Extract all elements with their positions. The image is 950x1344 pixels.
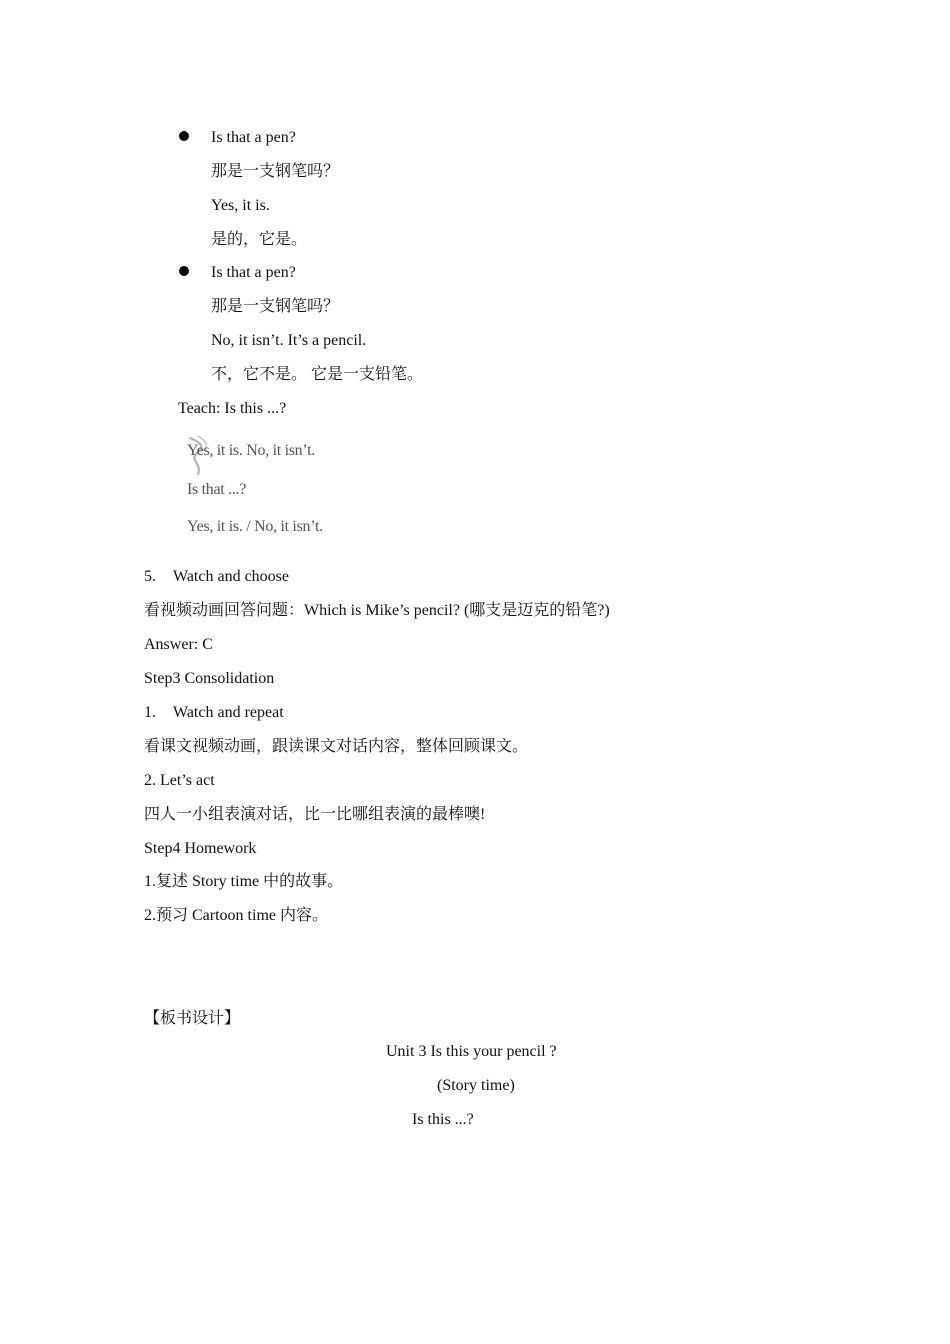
step3-title: Step3 Consolidation: [144, 670, 275, 687]
board-image-line-3: Yes, it is. / No, it isn’t.: [187, 518, 323, 535]
board-design-question: Is this ...?: [412, 1111, 474, 1128]
dialogue-1-answer-cn: 是的，它是。: [211, 231, 308, 248]
dialogue-1-question-en: Is that a pen?: [211, 129, 296, 146]
step3-item1-number: 1.: [144, 704, 156, 721]
board-design-label: 【板书设计】: [144, 1010, 241, 1027]
dialogue-1-question-cn: 那是一支钢笔吗？: [211, 163, 340, 180]
board-image-line-1: Yes, it is. No, it isn’t.: [187, 442, 315, 459]
dialogue-2-question-en: Is that a pen?: [211, 264, 296, 281]
dialogue-2-answer-cn: 不，它不是。 它是一支铅笔。: [211, 366, 424, 383]
board-image-line-2: Is that ...?: [187, 481, 247, 498]
bullet-2: [179, 266, 189, 276]
dialogue-2-question-cn: 那是一支钢笔吗？: [211, 298, 340, 315]
section-5-number: 5.: [144, 568, 156, 585]
board-design-subtitle: (Story time): [437, 1077, 515, 1094]
step3-item2-heading: 2. Let’s act: [144, 772, 215, 789]
step3-item1-heading: Watch and repeat: [173, 704, 284, 721]
section-5-instruction: 看视频动画回答问题：Which is Mike’s pencil? (哪支是迈克的铅笔?): [144, 602, 610, 619]
homework-item-1: 1.复述 Story time 中的故事。: [144, 873, 344, 890]
step3-item1-description: 看课文视频动画，跟读课文对话内容，整体回顾课文。: [144, 738, 529, 755]
section-5-answer: Answer: C: [144, 636, 213, 653]
step4-title: Step4 Homework: [144, 840, 257, 857]
dialogue-1-answer-en: Yes, it is.: [211, 197, 270, 214]
bullet-1: [179, 131, 189, 141]
board-design-title: Unit 3 Is this your pencil ?: [386, 1043, 557, 1060]
homework-item-2: 2.预习 Cartoon time 内容。: [144, 907, 328, 924]
step3-item2-description: 四人一小组表演对话，比一比哪组表演的最棒噢!: [144, 806, 486, 823]
dialogue-2-answer-en: No, it isn’t. It’s a pencil.: [211, 332, 367, 349]
section-5-heading: Watch and choose: [173, 568, 289, 585]
teach-line: Teach: Is this ...?: [178, 400, 287, 417]
